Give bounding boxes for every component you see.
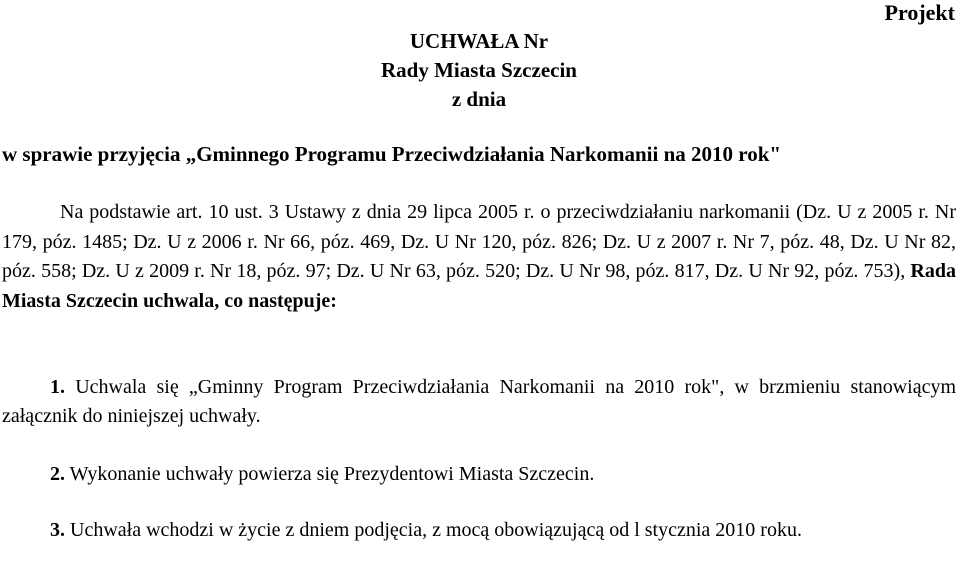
document-header — [300, 27, 658, 114]
section-3-text: Uchwała wchodzi w życie z dniem podjęcia, z mocą obowiązującą od l stycznia 2010 roku. — [70, 519, 802, 541]
section-2-text: Wykonanie uchwały powierza się Prezydentowi Miasta Szczecin. — [69, 463, 595, 485]
document-status-label: Projekt — [884, 0, 955, 25]
section-3 — [2, 516, 956, 545]
resolution-date-line: z dnia — [451, 87, 507, 111]
resolution-clause: Rada Miasta Szczecin uchwala, co następuje: — [2, 260, 956, 312]
legal-basis-text: Na podstawie art. 10 ust. 3 Ustawy z dnia 29 lipca 2005 r. o przeciwdziałaniu narkomanii (Dz. U z 2005 r. Nr 179, póz. 1485; Dz. U z 2006 r. Nr 66, póz. 469, Dz. U Nr 120, póz. 826; Dz. U z 2007 r. Nr 7, póz. 48, Dz. U Nr 82, póz. 558; Dz. U z 2009 r. Nr 18, póz. 97; Dz. U Nr 63, póz. 520; Dz. U Nr 98, póz. 817, Dz. U Nr 92, póz. 753), — [2, 201, 956, 282]
section-1-text: Uchwala się „Gminny Program Przeciwdziałania Narkomanii na 2010 rok", w brzmieniu stanowiącym załącznik do niniejszej uchwały. — [2, 376, 957, 427]
section-2 — [2, 460, 956, 489]
section-1-mark: 1. — [50, 376, 65, 398]
preamble-paragraph — [2, 198, 956, 316]
section-3-mark: 3. — [50, 519, 65, 541]
section-1 — [2, 373, 956, 431]
section-2-mark: 2. — [50, 463, 65, 485]
resolution-subject: w sprawie przyjęcia „Gminnego Programu Przeciwdziałania Narkomanii na 2010 rok" — [2, 142, 782, 166]
resolution-title: UCHWAŁA Nr — [409, 29, 549, 53]
issuing-body: Rady Miasta Szczecin — [381, 58, 577, 82]
